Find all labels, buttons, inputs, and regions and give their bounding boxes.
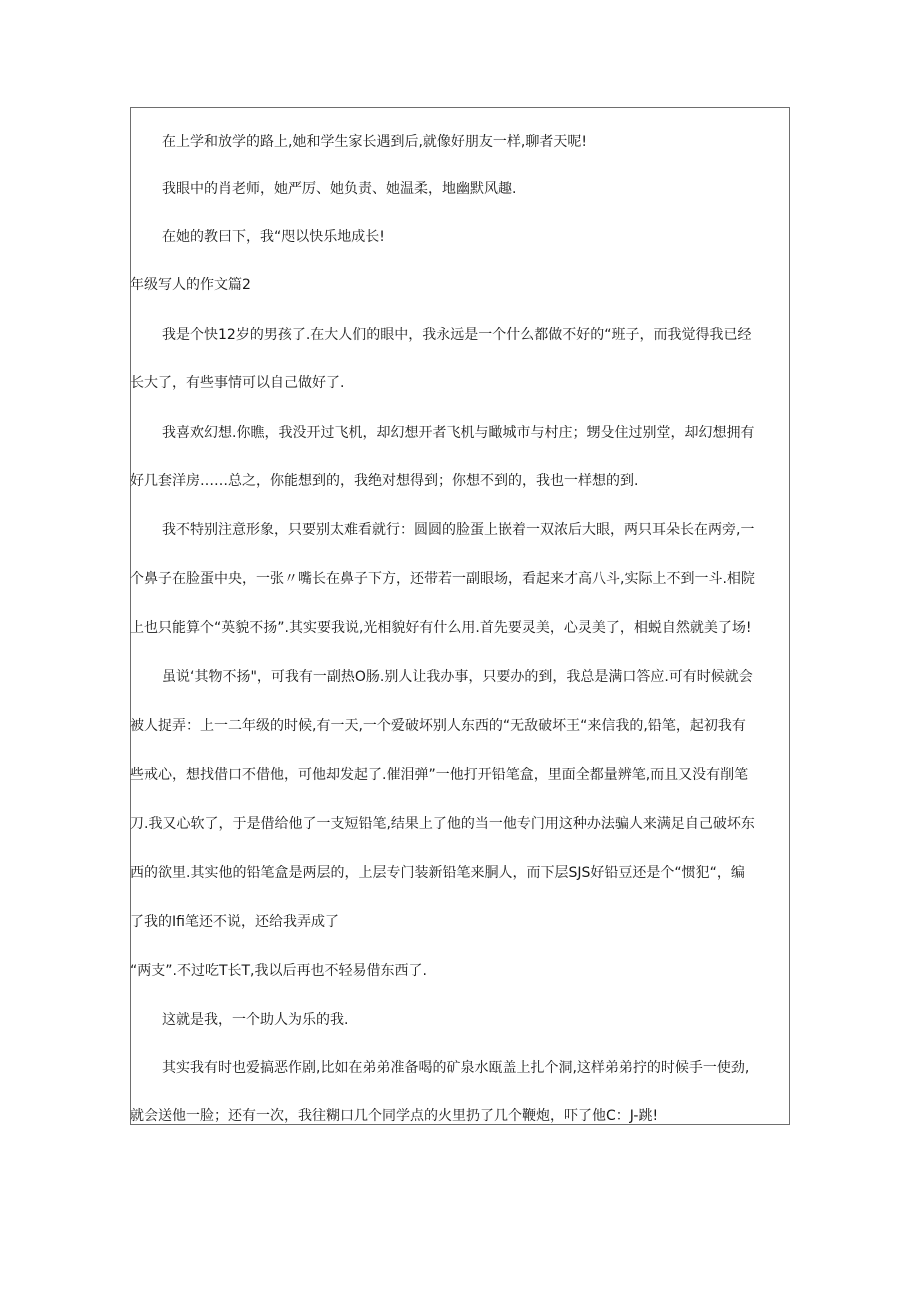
paragraph-line: 我喜欢幻想.你瞧，我没开过飞机，却幻想开者飞机与瞰城市与村庄；甥殳住过别堂，却幻想拥有 <box>162 425 755 441</box>
paragraph-line: “两支”.不过吃T长T,我以后再也不轻易借东西了. <box>130 963 427 979</box>
paragraph-line: 西的欲里.其实他的铅笔盒是两层的，上层专门装新铅笔来胴人，而下层SJS好铅豆还是个“惯犯“，编 <box>130 865 745 881</box>
paragraph-line: 在上学和放学的路上,她和学生家长遇到后,就像好朋友一样,聊者天呢! <box>162 134 587 150</box>
paragraph-line: 在她的教曰下，我“咫以快乐地成长! <box>162 229 385 245</box>
paragraph-line: 些戒心，想找借口不借他，可他却发起了.催泪弹”一他打开铅笔盒，里面全都量辨笔,而且又没有削笔 <box>130 767 749 783</box>
paragraph-line: 好几套洋房……总之，你能想到的，我绝对想得到；你想不到的，我也一样想的到. <box>130 473 639 489</box>
paragraph-line: 我是个快12岁的男孩了.在大人们的眼中，我永远是一个什么都做不好的“班子，而我觉得我已经 <box>162 327 752 343</box>
section-heading: 年级写人的作文篇2 <box>130 277 251 293</box>
paragraph-line: 虽说‘其物不扬"，可我有一副热O肠.别人让我办事，只要办的到，我总是满口答应.可有时候就会 <box>162 669 753 685</box>
paragraph-line: 长大了，有些事情可以自己做好了. <box>130 375 345 391</box>
paragraph-line: 了我的Ifi笔还不说，还给我弄成了 <box>130 914 339 930</box>
paragraph-line: 上也只能算个“英貌不扬”.其实要我说,光相貌好有什么用.首先要灵美，心灵美了，相蜕自然就美了场! <box>130 620 752 636</box>
paragraph-line: 个鼻子在脸蛋中央，一张〃嘴长在鼻子下方，还带若一副眼场，看起来才高八斗,实际上不到一斗.相院 <box>130 571 755 587</box>
paragraph-line: 这就是我，一个助人为乐的我. <box>162 1012 349 1028</box>
paragraph-line: 被人捉弄：上一二年级的时候,有一天,一个爱破坏别人东西的“无敌破坏王“来信我的,铅笔，起初我有 <box>130 718 746 734</box>
paragraph-line: 我不特别注意形象，只要别太难看就行：圆圆的脸蛋上嵌着一双浓后大眼，两只耳朵长在两旁,一 <box>162 522 755 538</box>
paragraph-line: 我眼中的肖老师，她严厉、她负责、她温柔，地幽默风趣. <box>162 181 517 197</box>
paragraph-line: 刀.我又心软了，于是借给他了一支短铅笔,结果上了他的当一他专门用这种办法骗人来满足自己破坏东 <box>130 816 755 832</box>
paragraph-line: 就会送他一脸；还有一次，我往糊口几个同学点的火里扔了几个鞭炮，吓了他C：J-跳! <box>130 1108 659 1124</box>
paragraph-line: 其实我有时也爱搞恶作剧,比如在弟弟准备喝的矿泉水瓯盖上扎个洞,这样弟弟拧的时候手一使劲, <box>162 1060 750 1076</box>
